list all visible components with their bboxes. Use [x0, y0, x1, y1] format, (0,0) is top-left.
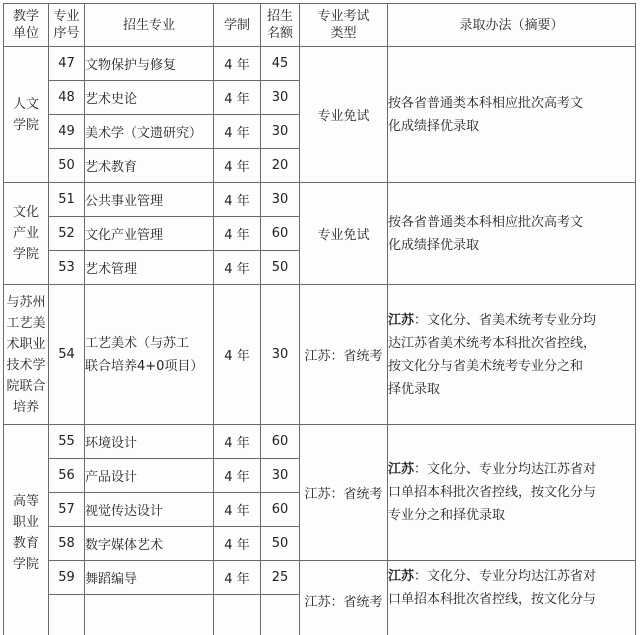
quota-cell: 50 — [261, 527, 300, 561]
seq-cell: 49 — [49, 115, 85, 149]
header-years: 学制 — [214, 4, 261, 47]
seq-cell: 47 — [49, 47, 85, 81]
quota-cell — [261, 595, 300, 635]
exam-type-cell: 专业免试 — [300, 47, 388, 183]
years-cell: 4 年 — [214, 149, 261, 183]
header-seq: 专业 序号 — [49, 4, 85, 47]
major-cell: 工艺美术（与苏工 联合培养4+0项目） — [85, 285, 214, 425]
unit-cell: 与苏州 工艺美 术职业 技术学 院联合 培养 — [4, 285, 49, 425]
table-row — [4, 561, 636, 595]
major-cell: 艺术史论 — [85, 81, 214, 115]
major-cell: 公共事业管理 — [85, 183, 214, 217]
major-cell: 环境设计 — [85, 425, 214, 459]
major-cell: 美术学（文遗研究） — [85, 115, 214, 149]
major-cell: 文物保护与修复 — [85, 47, 214, 81]
seq-cell: 48 — [49, 81, 85, 115]
quota-cell: 60 — [261, 217, 300, 251]
table-row — [4, 425, 636, 459]
years-cell: 4 年 — [214, 183, 261, 217]
header-quota: 招生 名额 — [261, 4, 300, 47]
exam-type-cell: 专业免试 — [300, 183, 388, 285]
admission-method-cell: 江苏：文化分、专业分均达江苏省对 口单招本科批次省控线，按文化分与 — [388, 561, 636, 635]
years-cell: 4 年 — [214, 459, 261, 493]
header-row — [4, 4, 636, 47]
years-cell: 4 年 — [214, 47, 261, 81]
seq-cell: 53 — [49, 251, 85, 285]
quota-cell: 60 — [261, 493, 300, 527]
header-unit: 教学 单位 — [4, 4, 49, 47]
quota-cell: 50 — [261, 251, 300, 285]
quota-cell: 45 — [261, 47, 300, 81]
major-cell: 产品设计 — [85, 459, 214, 493]
admission-method-cell: 按各省普通类本科相应批次高考文 化成绩择优录取 — [388, 47, 636, 183]
years-cell: 4 年 — [214, 285, 261, 425]
major-cell: 舞蹈编导 — [85, 561, 214, 595]
admission-method-cell: 江苏：文化分、专业分均达江苏省对 口单招本科批次省控线，按文化分与 专业分之和择优录取 — [388, 425, 636, 561]
years-cell: 4 年 — [214, 493, 261, 527]
header-admission-method: 录取办法（摘要） — [388, 4, 636, 47]
major-cell: 数字媒体艺术 — [85, 527, 214, 561]
seq-cell: 55 — [49, 425, 85, 459]
admission-method-cell: 按各省普通类本科相应批次高考文 化成绩择优录取 — [388, 183, 636, 285]
exam-type-cell: 江苏：省统考 — [300, 561, 388, 635]
table-row — [4, 47, 636, 81]
seq-cell: 51 — [49, 183, 85, 217]
admission-method-cell: 江苏：文化分、省美术统考专业分均 达江苏省美术统考本科批次省控线， 按文化分与省美术统考专业分之和 择优录取 — [388, 285, 636, 425]
major-cell: 艺术管理 — [85, 251, 214, 285]
unit-cell: 高等 职业 教育 学院 — [4, 425, 49, 635]
exam-type-cell: 江苏：省统考 — [300, 285, 388, 425]
seq-cell: 54 — [49, 285, 85, 425]
years-cell: 4 年 — [214, 561, 261, 595]
quota-cell: 30 — [261, 285, 300, 425]
years-cell: 4 年 — [214, 81, 261, 115]
years-cell: 4 年 — [214, 115, 261, 149]
seq-cell: 56 — [49, 459, 85, 493]
major-cell: 文化产业管理 — [85, 217, 214, 251]
quota-cell: 20 — [261, 149, 300, 183]
years-cell — [214, 595, 261, 635]
table-row — [4, 183, 636, 217]
years-cell: 4 年 — [214, 217, 261, 251]
exam-type-cell: 江苏：省统考 — [300, 425, 388, 561]
header-exam-type: 专业考试 类型 — [300, 4, 388, 47]
admissions-table — [3, 3, 636, 635]
quota-cell: 25 — [261, 561, 300, 595]
table-row — [4, 285, 636, 425]
major-cell: 艺术教育 — [85, 149, 214, 183]
quota-cell: 30 — [261, 115, 300, 149]
seq-cell: 57 — [49, 493, 85, 527]
quota-cell: 60 — [261, 425, 300, 459]
quota-cell: 30 — [261, 81, 300, 115]
seq-cell: 52 — [49, 217, 85, 251]
seq-cell: 59 — [49, 561, 85, 595]
major-cell — [85, 595, 214, 635]
major-cell: 视觉传达设计 — [85, 493, 214, 527]
seq-cell: 50 — [49, 149, 85, 183]
seq-cell: 58 — [49, 527, 85, 561]
quota-cell: 30 — [261, 459, 300, 493]
header-major: 招生专业 — [85, 4, 214, 47]
years-cell: 4 年 — [214, 425, 261, 459]
years-cell: 4 年 — [214, 527, 261, 561]
unit-cell: 文化 产业 学院 — [4, 183, 49, 285]
quota-cell: 30 — [261, 183, 300, 217]
unit-cell: 人文 学院 — [4, 47, 49, 183]
years-cell: 4 年 — [214, 251, 261, 285]
seq-cell — [49, 595, 85, 635]
